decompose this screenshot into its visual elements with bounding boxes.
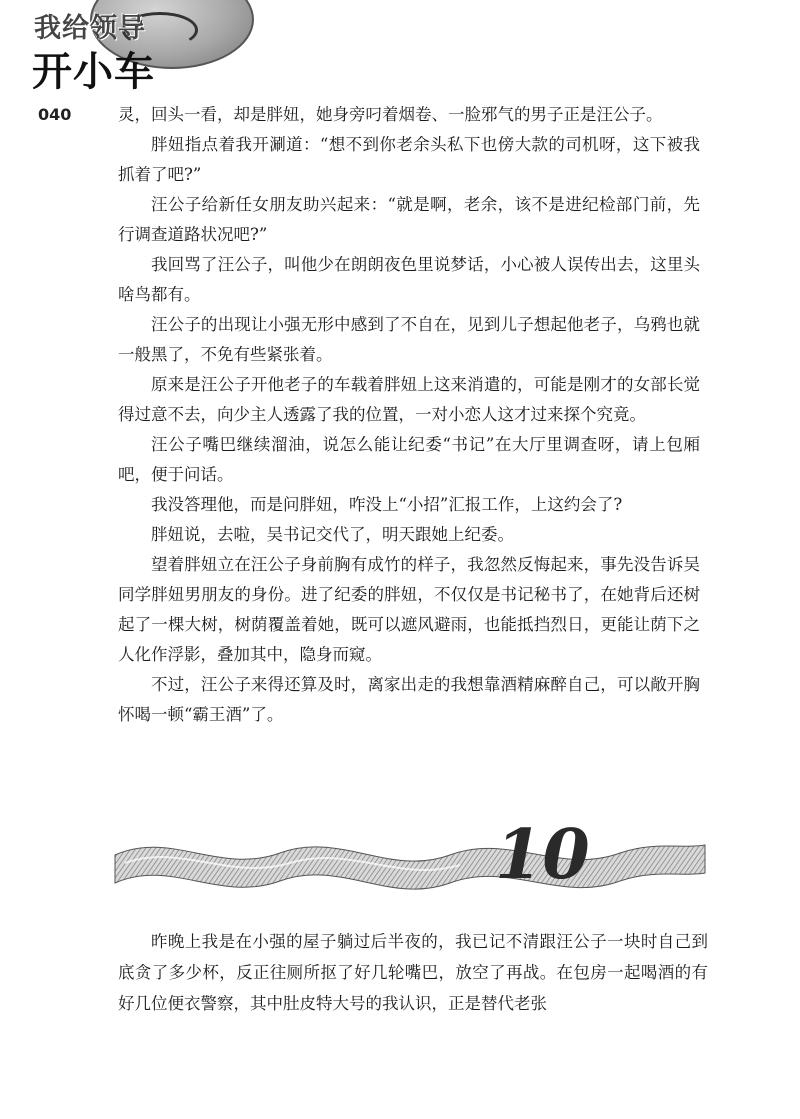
- paragraph: 汪公子的出现让小强无形中感到了不自在，见到儿子想起他老子，乌鸦也就一般黑了，不免有些紧张着。: [118, 315, 700, 364]
- page-number: 040: [38, 105, 72, 124]
- paragraph: 昨晚上我是在小强的屋子躺过后半夜的，我已记不清跟汪公子一块时自己到底贪了多少杯，反正往厕所抠了好几轮嘴巴，放空了再战。在包房一起喝酒的有好几位便衣警察，其中肚皮特大号的我认识，正是替代老张: [118, 932, 708, 1013]
- paragraph: 原来是汪公子开他老子的车载着胖妞上这来消遣的，可能是刚才的女部长觉得过意不去，向少主人透露了我的位置，一对小恋人这才过来探个究竟。: [118, 375, 700, 424]
- running-header: [30, 0, 260, 95]
- paragraph: 灵，回头一看，却是胖妞，她身旁叼着烟卷、一脸邪气的男子正是汪公子。: [118, 105, 663, 124]
- paragraph: 不过，汪公子来得还算及时，离家出走的我想靠酒精麻醉自己，可以敞开胸怀喝一顿“霸王酒”了。: [118, 675, 700, 724]
- paragraph: 汪公子给新任女朋友助兴起来：“就是啊，老余，该不是进纪检部门前，先行调查道路状况吧?”: [118, 195, 700, 244]
- paragraph: 我没答理他，而是问胖妞，咋没上“小招”汇报工作，上这约会了?: [151, 495, 623, 514]
- wavy-ribbon-decoration: [110, 815, 710, 905]
- paragraph: 汪公子嘴巴继续溜油，说怎么能让纪委“书记”在大厅里调查呀，请上包厢吧，便于问话。: [118, 435, 700, 484]
- book-title-line2: 开小车: [32, 49, 155, 95]
- chapter-banner: [110, 815, 710, 905]
- paragraph: 我回骂了汪公子，叫他少在朗朗夜色里说梦话，小心被人误传出去，这里头啥鸟都有。: [118, 255, 700, 304]
- paragraph: 望着胖妞立在汪公子身前胸有成竹的样子，我忽然反悔起来，事先没告诉吴同学胖妞男朋友的身份。进了纪委的胖妞，不仅仅是书记秘书了，在她背后还树起了一棵大树，树荫覆盖着她，既可以遮风避雨，也能抵挡烈日，更能让荫下之人化作浮影，叠加其中，隐身而窥。: [118, 555, 700, 664]
- paragraph: 胖妞指点着我开涮道：“想不到你老余头私下也傍大款的司机呀，这下被我抓着了吧?”: [118, 135, 700, 184]
- paragraph: 胖妞说，去啦，吴书记交代了，明天跟她上纪委。: [151, 525, 514, 544]
- chapter-body-text: [118, 926, 708, 1019]
- book-title-line1: 我给领导: [34, 13, 146, 44]
- chapter-number: 10: [495, 815, 590, 895]
- body-text: [118, 100, 700, 730]
